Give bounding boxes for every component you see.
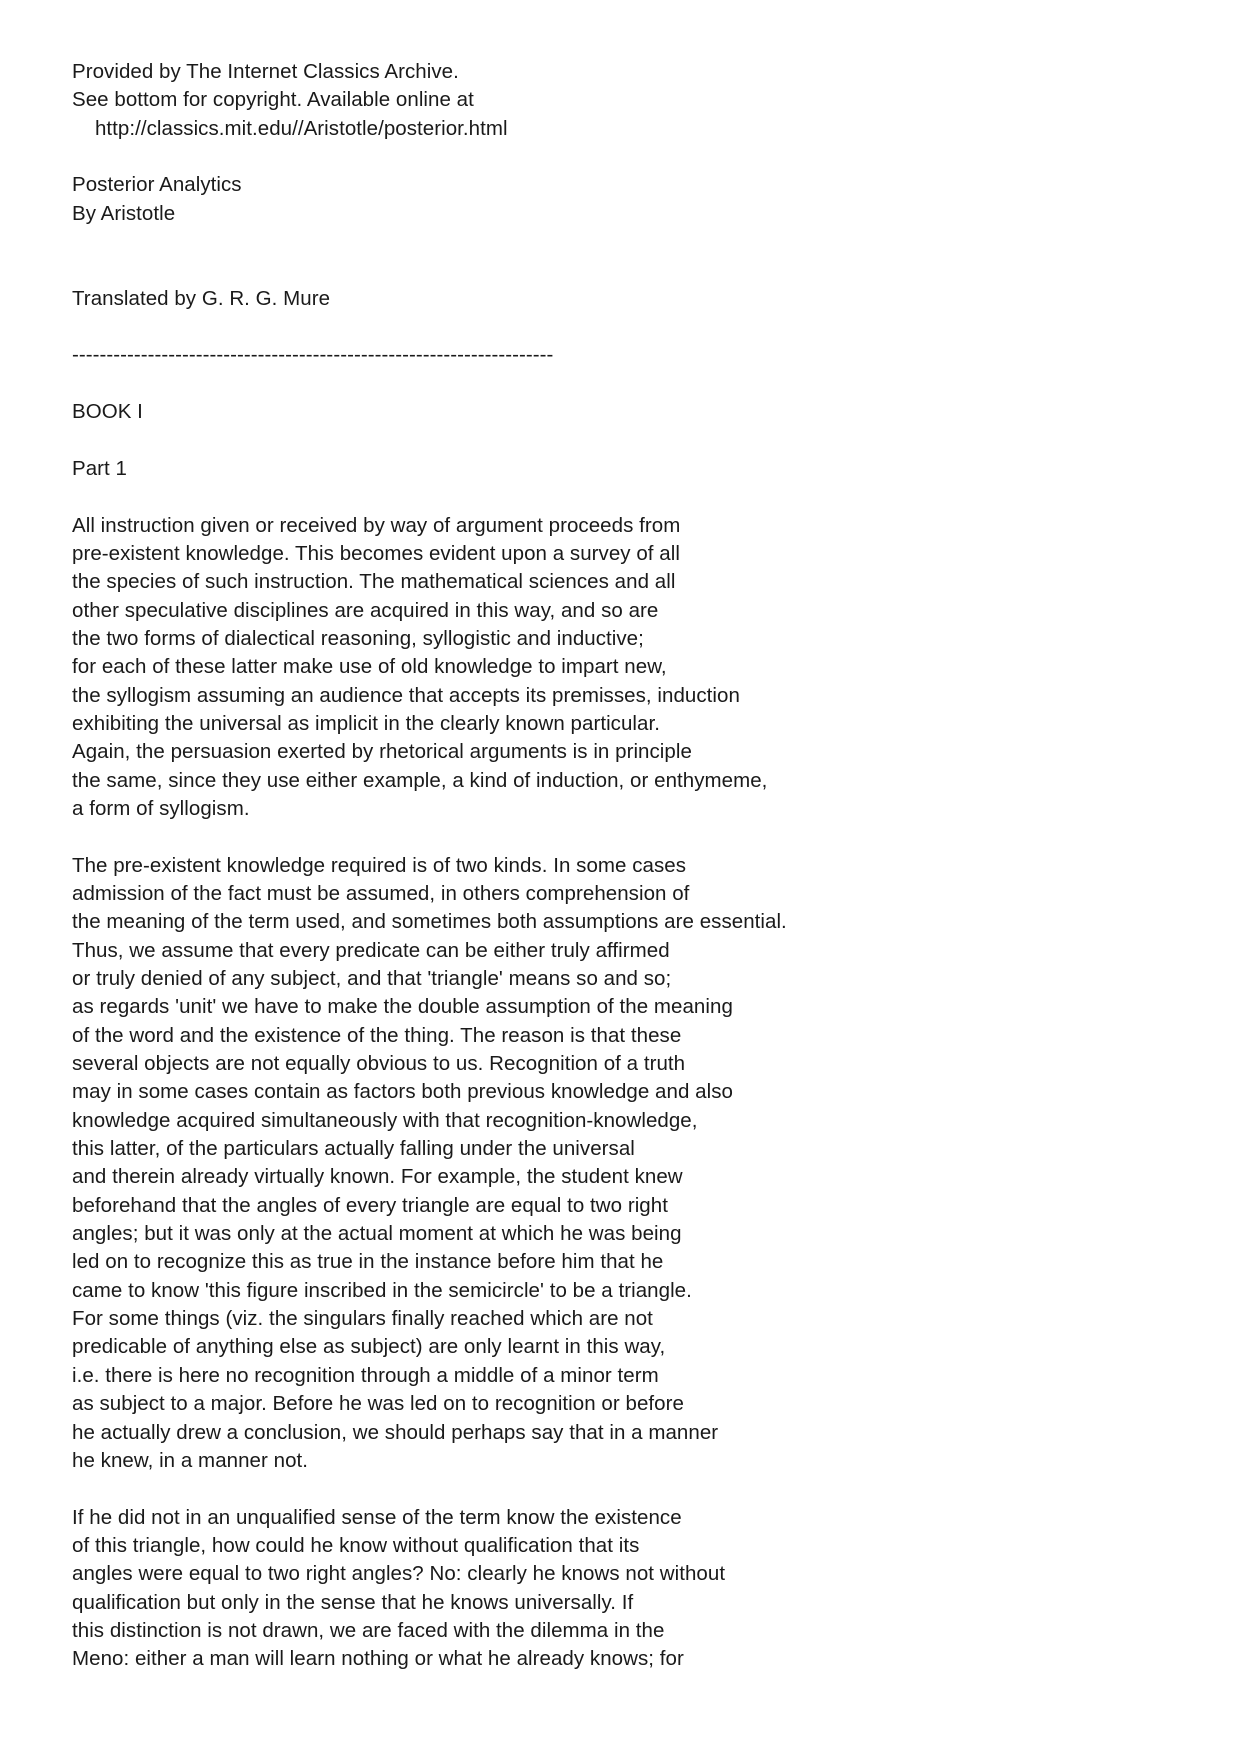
provided-by-line: Provided by The Internet Classics Archive.	[72, 60, 459, 83]
copyright-note-line: See bottom for copyright. Available online at	[72, 88, 474, 112]
paragraph	[72, 1504, 1172, 1674]
text-line: the species of such instruction. The mathematical sciences and all	[72, 570, 676, 594]
translator-credit: Translated by G. R. G. Mure	[72, 286, 331, 310]
document-author: By Aristotle	[72, 201, 176, 225]
spacer	[72, 143, 1172, 171]
spacer	[72, 313, 1172, 341]
paragraph	[72, 512, 1172, 824]
text-line: All instruction given or received by way of argument proceeds from	[72, 513, 681, 537]
text-line: other speculative disciplines are acquired in this way, and so are	[72, 598, 659, 622]
text-line: beforehand that the angles of every triangle are equal to two right	[72, 1193, 668, 1217]
text-line: admission of the fact must be assumed, in others comprehension of	[72, 881, 690, 905]
title-block	[72, 171, 1172, 228]
spacer	[72, 370, 1172, 398]
text-line: for each of these latter make use of old knowledge to impart new,	[72, 655, 667, 679]
source-url: http://classics.mit.edu//Aristotle/posterior.html	[72, 116, 508, 140]
text-line: Meno: either a man will learn nothing or what he already knows; for	[72, 1647, 684, 1671]
text-line: or truly denied of any subject, and that 'triangle' means so and so;	[72, 967, 672, 990]
document-title: Posterior Analytics	[72, 173, 242, 197]
paragraph-spacer	[72, 1475, 1172, 1503]
text-line: For some things (viz. the singulars finally reached which are not	[72, 1307, 653, 1331]
text-line: as regards 'unit' we have to make the double assumption of the meaning	[72, 995, 733, 1019]
text-line: Again, the persuasion exerted by rhetorical arguments is in principle	[72, 740, 692, 764]
body-text	[72, 512, 1172, 1674]
text-line: pre-existent knowledge. This becomes evident upon a survey of all	[72, 541, 680, 565]
text-line: came to know 'this figure inscribed in the semicircle' to be a triangle.	[72, 1278, 692, 1302]
text-line: knowledge acquired simultaneously with that recognition-knowledge,	[72, 1108, 698, 1132]
header-block	[72, 58, 1172, 143]
text-line: this latter, of the particulars actually falling under the universal	[72, 1137, 635, 1161]
text-line: the same, since they use either example, a kind of induction, or enthymeme,	[72, 768, 768, 792]
document-page	[72, 58, 1172, 1674]
text-line: a form of syllogism.	[72, 796, 250, 820]
text-line: the syllogism assuming an audience that accepts its premisses, induction	[72, 683, 740, 707]
text-line: Thus, we assume that every predicate can be either truly affirmed	[72, 938, 670, 962]
text-line: qualification but only in the sense that he knows universally. If	[72, 1590, 634, 1614]
text-line: i.e. there is here no recognition through a middle of a minor term	[72, 1363, 659, 1387]
text-line: of the word and the existence of the thing. The reason is that these	[72, 1023, 682, 1047]
text-line: angles; but it was only at the actual moment at which he was being	[72, 1222, 682, 1246]
text-line: predicable of anything else as subject) are only learnt in this way,	[72, 1335, 666, 1359]
text-line: as subject to a major. Before he was led on to recognition or before	[72, 1392, 684, 1416]
text-line: exhibiting the universal as implicit in the clearly known particular.	[72, 711, 660, 735]
text-line: several objects are not equally obvious to us. Recognition of a truth	[72, 1052, 686, 1076]
paragraph	[72, 852, 1172, 1476]
separator-rule: ----------------------------------------------------------------------	[72, 343, 554, 367]
part-heading: Part 1	[72, 456, 127, 480]
text-line: of this triangle, how could he know without qualification that its	[72, 1533, 640, 1557]
text-line: If he did not in an unqualified sense of the term know the existence	[72, 1505, 682, 1529]
text-line: the meaning of the term used, and sometimes both assumptions are essential.	[72, 910, 787, 934]
spacer	[72, 228, 1172, 256]
text-line: this distinction is not drawn, we are faced with the dilemma in the	[72, 1618, 665, 1642]
text-line: angles were equal to two right angles? No: clearly he knows not without	[72, 1562, 726, 1586]
spacer	[72, 256, 1172, 284]
text-line: The pre-existent knowledge required is of two kinds. In some cases	[72, 853, 687, 877]
spacer	[72, 426, 1172, 454]
paragraph-spacer	[72, 823, 1172, 851]
text-line: he knew, in a manner not.	[72, 1448, 309, 1472]
text-line: he actually drew a conclusion, we should perhaps say that in a manner	[72, 1420, 719, 1444]
book-heading: BOOK I	[72, 400, 143, 424]
text-line: may in some cases contain as factors both previous knowledge and also	[72, 1080, 733, 1104]
text-line: led on to recognize this as true in the instance before him that he	[72, 1250, 664, 1274]
text-line: the two forms of dialectical reasoning, syllogistic and inductive;	[72, 626, 644, 650]
spacer	[72, 483, 1172, 511]
text-line: and therein already virtually known. For example, the student knew	[72, 1165, 683, 1189]
